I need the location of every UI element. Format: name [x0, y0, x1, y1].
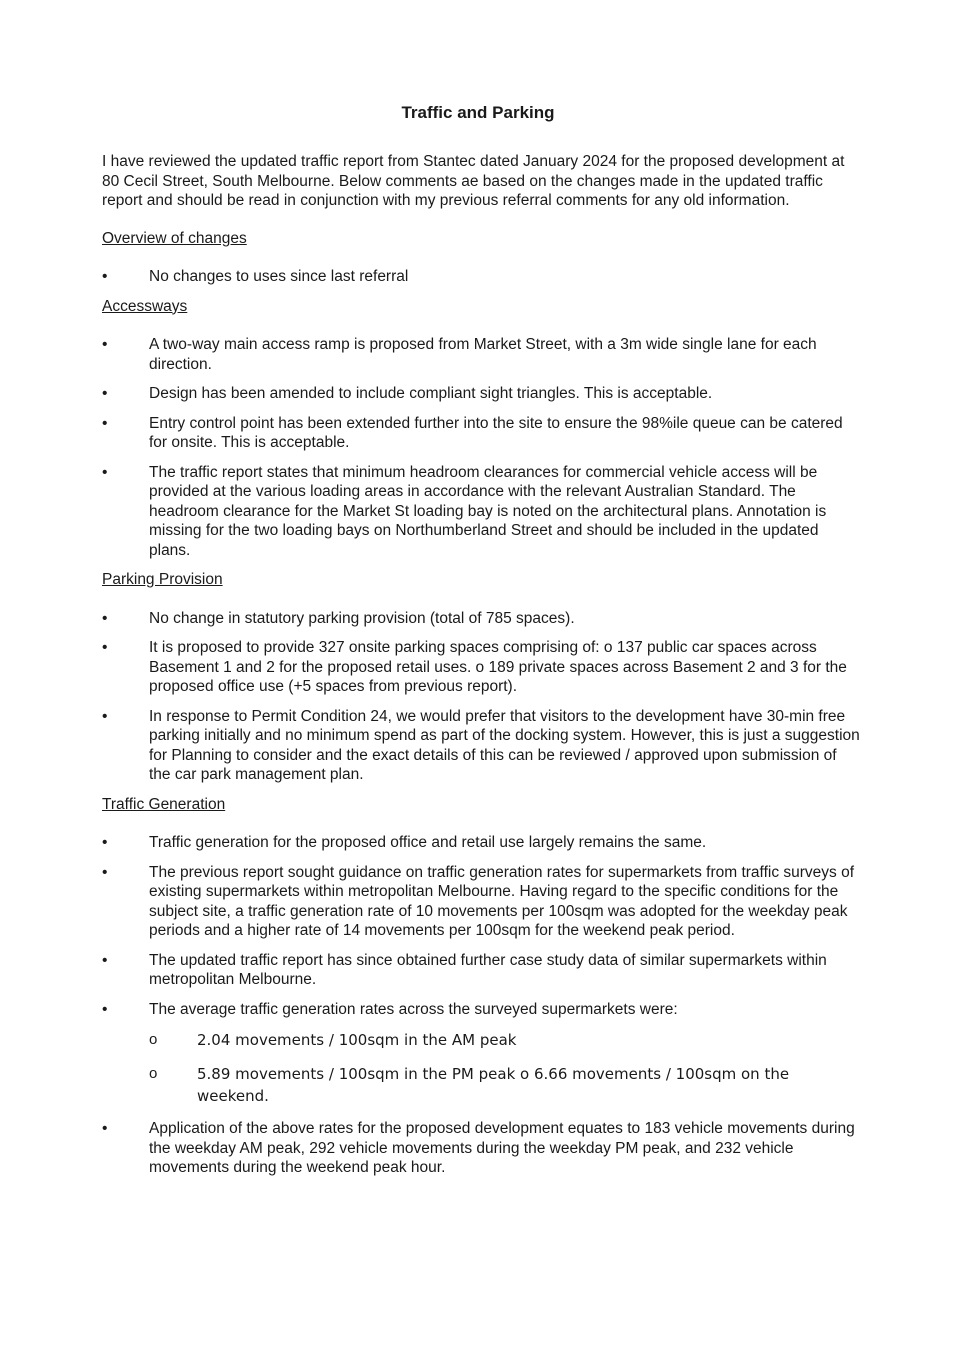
- bullet-icon: •: [102, 863, 108, 881]
- sub-bullet-icon: o: [149, 1031, 158, 1048]
- list-item-text: No changes to uses since last referral: [149, 268, 409, 285]
- list-item: [102, 707, 862, 785]
- bullet-icon: •: [102, 385, 108, 402]
- list-item-text: Application of the above rates for the proposed development equates to 183 vehicle movements during the weekday AM peak, 292 vehicle movements during the weekday PM peak, and 232 vehicle movements during the weekend peak hour.: [149, 1120, 855, 1176]
- bullet-list-parking: [102, 609, 862, 785]
- bullet-icon: •: [102, 951, 108, 969]
- list-item-text: A two-way main access ramp is proposed from Market Street, with a 3m wide single lane for each direction.: [149, 336, 817, 373]
- list-item-text: It is proposed to provide 327 onsite parking spaces comprising of: o 137 public car spaces across Basement 1 and 2 for the proposed retail uses. o 189 private spaces across Basement 2 and 3 for the proposed office use (+5 spaces from previous report).: [149, 639, 847, 695]
- intro-paragraph: I have reviewed the updated traffic report from Stantec dated January 2024 for the proposed development at 80 Cecil Street, South Melbourne. Below comments ae based on the changes made in the updated traffic report and should be read in conjunction with my previous referral comments for any old information.: [102, 153, 845, 209]
- section-heading-overview: Overview of changes: [102, 229, 247, 247]
- list-item: [102, 335, 862, 374]
- bullet-icon: •: [102, 268, 108, 285]
- list-item: [102, 638, 862, 697]
- bullet-icon: •: [102, 1120, 108, 1137]
- list-item: [102, 833, 862, 853]
- document-body: [102, 152, 862, 1188]
- list-item: [102, 267, 862, 287]
- list-item: [102, 384, 862, 404]
- list-item: [102, 1119, 862, 1178]
- bullet-icon: •: [102, 707, 108, 725]
- list-item-text: No change in statutory parking provision (total of 785 spaces).: [149, 609, 575, 627]
- bullet-icon: •: [102, 609, 108, 627]
- sub-bullet-list-rates: [149, 1029, 862, 1107]
- list-item: [102, 609, 862, 629]
- bullet-icon: •: [102, 1000, 108, 1018]
- bullet-list-accessways: [102, 335, 862, 560]
- list-item: [102, 463, 862, 561]
- bullet-icon: •: [102, 639, 108, 656]
- bullet-list-traffic-generation: [102, 833, 862, 1178]
- sub-list-item: [149, 1029, 862, 1051]
- list-item-text: The previous report sought guidance on traffic generation rates for supermarkets from traffic surveys of existing supermarkets within metropolitan Melbourne. Having regard to the specific conditions for the subject site, a traffic generation rate of 10 movements per 100sqm was adopted for the weekday peak periods and a higher rate of 14 movements per 100sqm for the weekend peak period.: [149, 863, 855, 939]
- list-item-text: Traffic generation for the proposed office and retail use largely remains the same.: [149, 834, 707, 851]
- sub-list-item-text: 5.89 movements / 100sqm in the PM peak o 6.66 movements / 100sqm on the weekend.: [197, 1065, 790, 1105]
- bullet-icon: •: [102, 414, 108, 432]
- list-item: [102, 414, 862, 453]
- bullet-icon: •: [102, 336, 108, 353]
- sub-list-item-text: 2.04 movements / 100sqm in the AM peak: [197, 1031, 517, 1049]
- list-item: [102, 951, 862, 990]
- sub-bullet-icon: o: [149, 1065, 158, 1082]
- bullet-icon: •: [102, 463, 108, 481]
- list-item: [102, 1000, 862, 1108]
- list-item-text: The updated traffic report has since obtained further case study data of similar supermarkets within metropolitan Melbourne.: [149, 951, 827, 988]
- list-item-text: In response to Permit Condition 24, we would prefer that visitors to the development have 30-min free parking initially and no minimum spend as part of the docking system. However, this is just a suggestion for Planning to consider and the exact details of this can be reviewed / approved upon submission of the car park management plan.: [149, 707, 860, 783]
- section-heading-accessways: Accessways: [102, 297, 188, 315]
- bullet-list-overview: [102, 267, 862, 287]
- list-item-text: Design has been amended to include compliant sight triangles. This is acceptable.: [149, 385, 713, 402]
- list-item-text: The traffic report states that minimum headroom clearances for commercial vehicle access will be provided at the various loading areas in accordance with the relevant Australian Standard. The headroom clearance for the Market St loading bay is noted on the architectural plans. Annotation is missing for the two loading bays on Northumberland Street and should be included in the updated plans.: [149, 463, 827, 559]
- section-heading-traffic-generation: Traffic Generation: [102, 795, 226, 813]
- section-heading-parking: Parking Provision: [102, 571, 223, 588]
- list-item-text: Entry control point has been extended further into the site to ensure the 98%ile queue can be catered for onsite. This is acceptable.: [149, 414, 843, 451]
- sub-list-item: [149, 1063, 862, 1107]
- document-title: Traffic and Parking: [401, 103, 555, 122]
- list-item-text: The average traffic generation rates across the surveyed supermarkets were:: [149, 1000, 678, 1018]
- bullet-icon: •: [102, 834, 108, 851]
- list-item: [102, 863, 862, 941]
